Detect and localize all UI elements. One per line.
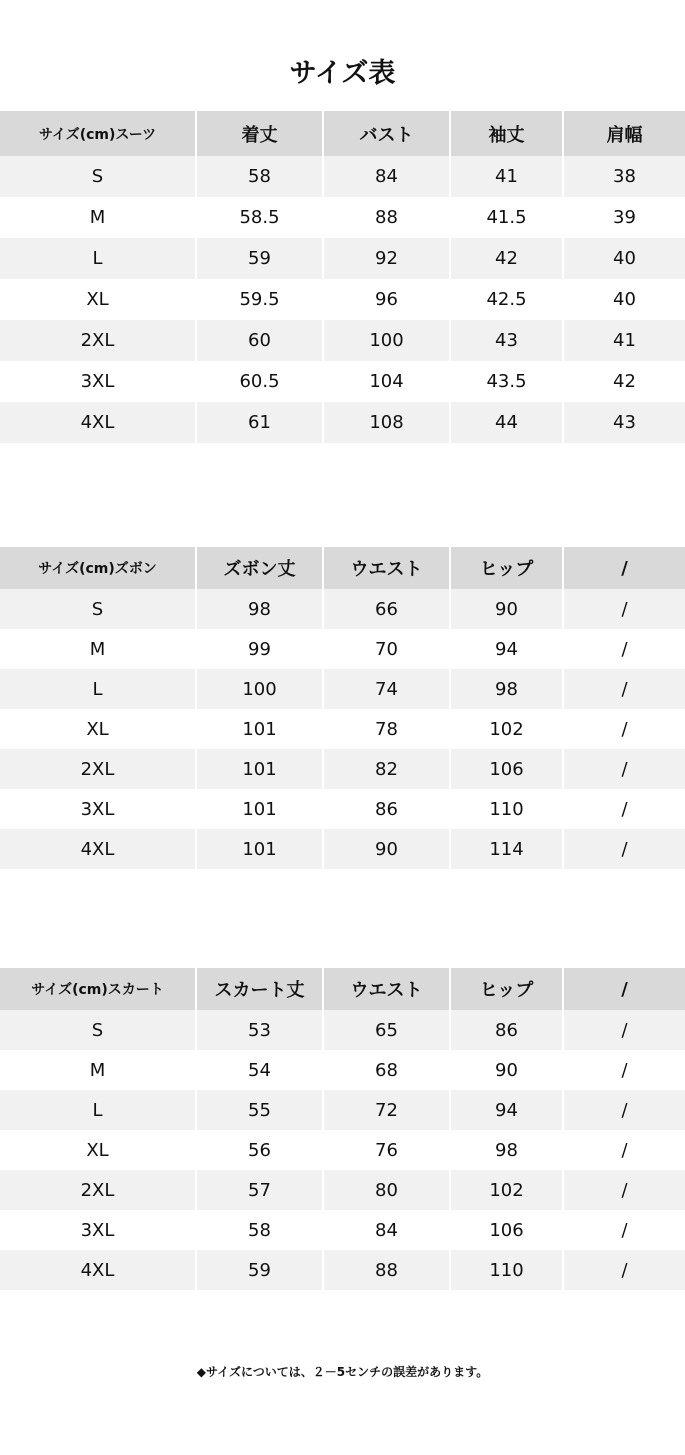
table-row <box>0 669 685 709</box>
table-cell: 99 <box>196 629 323 669</box>
size-label-cell: 2XL <box>0 320 196 361</box>
column-header: ヒップ <box>450 968 563 1010</box>
size-label-cell: 4XL <box>0 829 196 869</box>
table-cell: 78 <box>323 709 450 749</box>
size-label-cell: 3XL <box>0 361 196 402</box>
size-label-cell: S <box>0 589 196 629</box>
table-cell: 88 <box>323 1250 450 1290</box>
table-cell: 53 <box>196 1010 323 1050</box>
size-label-cell: M <box>0 629 196 669</box>
size-label-cell: 2XL <box>0 749 196 789</box>
column-header: ズボン丈 <box>196 547 323 589</box>
table-cell: 102 <box>450 709 563 749</box>
table-cell: 41 <box>450 156 563 197</box>
column-header: 肩幅 <box>563 111 685 156</box>
table-cell: 114 <box>450 829 563 869</box>
size-label-cell: 3XL <box>0 789 196 829</box>
table-cell: 68 <box>323 1050 450 1090</box>
table-cell: 100 <box>196 669 323 709</box>
table-cell: 41 <box>563 320 685 361</box>
table-cell: 59 <box>196 1250 323 1290</box>
size-label-cell: 4XL <box>0 1250 196 1290</box>
table-row <box>0 709 685 749</box>
table-cell: 88 <box>323 197 450 238</box>
table-cell: 40 <box>563 238 685 279</box>
table-cell: 55 <box>196 1090 323 1130</box>
size-column-header: サイズ(cm)ズボン <box>0 547 196 589</box>
table-cell: / <box>563 1010 685 1050</box>
table-row <box>0 361 685 402</box>
table-cell: 43 <box>563 402 685 443</box>
table-cell: 70 <box>323 629 450 669</box>
table-header-row <box>0 111 685 156</box>
size-label-cell: XL <box>0 709 196 749</box>
table-cell: 104 <box>323 361 450 402</box>
table-cell: 90 <box>450 1050 563 1090</box>
table-cell: / <box>563 629 685 669</box>
size-label-cell: L <box>0 238 196 279</box>
table-cell: 66 <box>323 589 450 629</box>
table-row <box>0 1050 685 1090</box>
size-label-cell: L <box>0 1090 196 1130</box>
table-cell: 82 <box>323 749 450 789</box>
table-cell: 100 <box>323 320 450 361</box>
table-row <box>0 749 685 789</box>
table-cell: 106 <box>450 749 563 789</box>
table-cell: 58 <box>196 156 323 197</box>
table-cell: 90 <box>450 589 563 629</box>
table-header-row <box>0 547 685 589</box>
table-cell: 39 <box>563 197 685 238</box>
column-header: スカート丈 <box>196 968 323 1010</box>
suits-size-table <box>0 111 685 443</box>
table-cell: 44 <box>450 402 563 443</box>
table-cell: 61 <box>196 402 323 443</box>
size-tolerance-note: ◆サイズについては、２－5センチの誤差があります。 <box>196 1365 489 1379</box>
table-row <box>0 829 685 869</box>
table-cell: 98 <box>450 1130 563 1170</box>
page-title: サイズ表 <box>289 58 396 89</box>
skirt-size-table <box>0 968 685 1290</box>
table-cell: 65 <box>323 1010 450 1050</box>
size-label-cell: 2XL <box>0 1170 196 1210</box>
table-row <box>0 320 685 361</box>
table-row <box>0 279 685 320</box>
table-row <box>0 1130 685 1170</box>
table-cell: 59.5 <box>196 279 323 320</box>
table-cell: 84 <box>323 156 450 197</box>
size-column-header: サイズ(cm)スカート <box>0 968 196 1010</box>
table-cell: 106 <box>450 1210 563 1250</box>
table-row <box>0 238 685 279</box>
table-row <box>0 1010 685 1050</box>
column-header: ウエスト <box>323 968 450 1010</box>
table-cell: 54 <box>196 1050 323 1090</box>
table-cell: 90 <box>323 829 450 869</box>
table-header-row <box>0 968 685 1010</box>
table-cell: / <box>563 1170 685 1210</box>
size-label-cell: 3XL <box>0 1210 196 1250</box>
table-row <box>0 1170 685 1210</box>
table-row <box>0 402 685 443</box>
table-row <box>0 629 685 669</box>
table-cell: 42.5 <box>450 279 563 320</box>
table-cell: 74 <box>323 669 450 709</box>
table-cell: 98 <box>196 589 323 629</box>
table-cell: 58 <box>196 1210 323 1250</box>
table-cell: / <box>563 1050 685 1090</box>
table-cell: 56 <box>196 1130 323 1170</box>
table-cell: / <box>563 1090 685 1130</box>
table-cell: 59 <box>196 238 323 279</box>
table-cell: 60.5 <box>196 361 323 402</box>
table-row <box>0 156 685 197</box>
size-label-cell: L <box>0 669 196 709</box>
table-row <box>0 589 685 629</box>
table-cell: / <box>563 829 685 869</box>
table-cell: 60 <box>196 320 323 361</box>
table-cell: 101 <box>196 749 323 789</box>
column-header: / <box>563 968 685 1010</box>
table-row <box>0 1250 685 1290</box>
column-header: ウエスト <box>323 547 450 589</box>
table-cell: / <box>563 789 685 829</box>
table-cell: 101 <box>196 709 323 749</box>
table-cell: 72 <box>323 1090 450 1130</box>
table-cell: 94 <box>450 1090 563 1130</box>
table-cell: 43 <box>450 320 563 361</box>
size-label-cell: XL <box>0 1130 196 1170</box>
table-cell: / <box>563 1210 685 1250</box>
table-cell: / <box>563 709 685 749</box>
column-header: 着丈 <box>196 111 323 156</box>
table-cell: 40 <box>563 279 685 320</box>
table-cell: 43.5 <box>450 361 563 402</box>
table-cell: / <box>563 1130 685 1170</box>
table-cell: / <box>563 669 685 709</box>
table-row <box>0 789 685 829</box>
table-cell: 94 <box>450 629 563 669</box>
column-header: / <box>563 547 685 589</box>
table-cell: 42 <box>450 238 563 279</box>
size-label-cell: 4XL <box>0 402 196 443</box>
table-cell: 98 <box>450 669 563 709</box>
table-cell: 41.5 <box>450 197 563 238</box>
table-cell: 86 <box>323 789 450 829</box>
table-cell: / <box>563 749 685 789</box>
table-cell: 110 <box>450 1250 563 1290</box>
table-cell: 108 <box>323 402 450 443</box>
table-cell: 38 <box>563 156 685 197</box>
table-cell: / <box>563 1250 685 1290</box>
table-cell: 76 <box>323 1130 450 1170</box>
table-row <box>0 197 685 238</box>
size-column-header: サイズ(cm)スーツ <box>0 111 196 156</box>
table-cell: 96 <box>323 279 450 320</box>
table-cell: 110 <box>450 789 563 829</box>
column-header: ヒップ <box>450 547 563 589</box>
table-cell: 101 <box>196 829 323 869</box>
column-header: 袖丈 <box>450 111 563 156</box>
table-row <box>0 1090 685 1130</box>
table-cell: 80 <box>323 1170 450 1210</box>
size-label-cell: S <box>0 156 196 197</box>
size-label-cell: M <box>0 197 196 238</box>
column-header: バスト <box>323 111 450 156</box>
table-cell: 102 <box>450 1170 563 1210</box>
pants-size-table <box>0 547 685 869</box>
table-cell: 86 <box>450 1010 563 1050</box>
table-cell: 57 <box>196 1170 323 1210</box>
table-cell: 92 <box>323 238 450 279</box>
table-cell: 101 <box>196 789 323 829</box>
table-cell: 84 <box>323 1210 450 1250</box>
table-cell: 58.5 <box>196 197 323 238</box>
size-label-cell: S <box>0 1010 196 1050</box>
table-cell: 42 <box>563 361 685 402</box>
table-cell: / <box>563 589 685 629</box>
size-label-cell: M <box>0 1050 196 1090</box>
size-label-cell: XL <box>0 279 196 320</box>
table-row <box>0 1210 685 1250</box>
